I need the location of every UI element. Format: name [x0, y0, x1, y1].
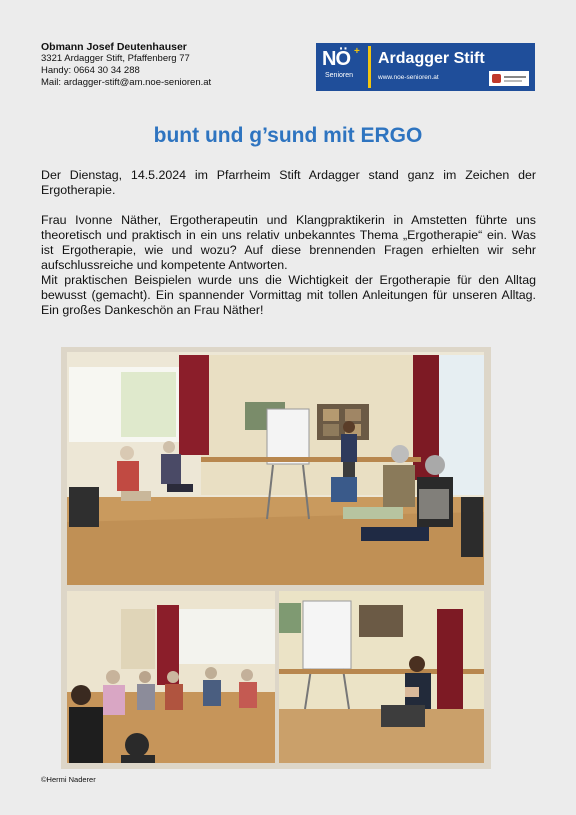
- sponsor-badge-icon: [489, 71, 529, 86]
- sender-mail: Mail: ardagger-stift@am.noe-senioren.at: [41, 77, 212, 88]
- event-photo-collage: [61, 347, 491, 769]
- paragraph-closing: Mit praktischen Beispielen wurde uns die Wichtigkeit der Ergotherapie für den Alltag bewusst (gemacht). Ein spannender Vormittag mit tollen Anleitungen für unseren Alltag. Ein großes Dankeschön an Frau Näther!: [41, 273, 536, 317]
- logo-url: www.noe-senioren.at: [378, 74, 439, 81]
- photo-credit: ©Hermi Naderer: [41, 775, 96, 784]
- logo-org: Senioren: [325, 72, 354, 79]
- sender-street: 3321 Ardagger Stift, Pfaffenberg 77: [41, 53, 190, 64]
- page-title: bunt und g’sund mit ERGO: [153, 124, 423, 147]
- paragraph-intro: Der Dienstag, 14.5.2024 im Pfarrheim Stift Ardagger stand ganz im Zeichen der Ergotherapie.: [41, 168, 536, 197]
- sender-phone: Handy: 0664 30 34 288: [41, 65, 140, 76]
- sender-address-block: [41, 41, 211, 89]
- sender-name: Obmann Josef Deutenhauser: [41, 41, 187, 53]
- photo-group-participants: [67, 591, 275, 763]
- logo-brand-name: Ardagger Stift: [378, 50, 485, 67]
- photo-group-room: [67, 352, 484, 585]
- logo-mark-text: NÖ: [322, 48, 350, 70]
- article-body: [41, 168, 536, 318]
- noe-senioren-logo: [316, 43, 535, 91]
- photo-group-demonstration: [279, 591, 484, 763]
- paragraph-speaker: Frau Ivonne Näther, Ergotherapeutin und Klangpraktikerin in Amstetten führte uns theoretisch und praktisch in ein uns relativ unbekanntes Thema „Ergotherapie“ ein. Was ist Ergotherapie, wie und wozu? Auf diese brennenden Fragen erhielten wir sehr aufschlussreiche und kompetente Antworten.: [41, 213, 536, 272]
- logo-mark-plus: +: [354, 46, 360, 57]
